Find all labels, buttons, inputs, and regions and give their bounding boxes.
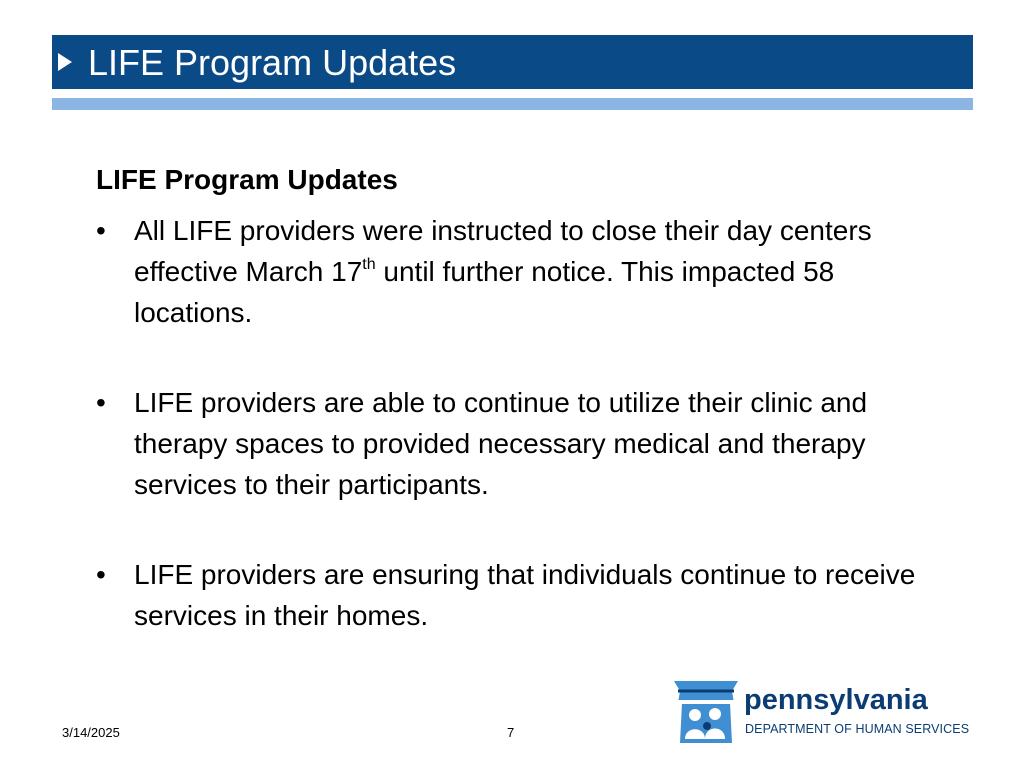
bullet-text: LIFE providers are able to continue to utilize their clinic and therapy spaces to provided necessary medical and therapy services to their participants. [134,387,868,500]
bullet-marker: • [96,387,106,418]
bullet-item [96,554,926,638]
bullet-item [96,210,926,336]
logo-wordmark: pennsylvania [744,684,928,716]
bullet-text-part: All LIFE providers were instructed to close their day centers effective March 17 [134,215,872,287]
bullet-marker: • [96,559,106,590]
bullet-text: LIFE providers are ensuring that individuals continue to receive services in their homes. [134,559,916,631]
bullet-text [134,210,926,333]
superscript-ordinal: th [362,256,376,273]
slide-title: LIFE Program Updates [88,42,457,83]
logo-department: DEPARTMENT OF HUMAN SERVICES [745,722,970,736]
pa-dhs-logo [672,681,976,745]
bullet-item [96,382,926,508]
title-underline [52,98,973,110]
page-number: 7 [507,725,515,740]
content-heading: LIFE Program Updates [96,164,398,195]
bullet-marker: • [96,215,106,246]
keystone-family-icon [672,681,740,745]
footer-date: 3/14/2025 [62,725,120,740]
bullet-text-part: until further notice. This impacted 58 locations. [134,256,835,328]
title-arrow-icon [58,53,72,71]
